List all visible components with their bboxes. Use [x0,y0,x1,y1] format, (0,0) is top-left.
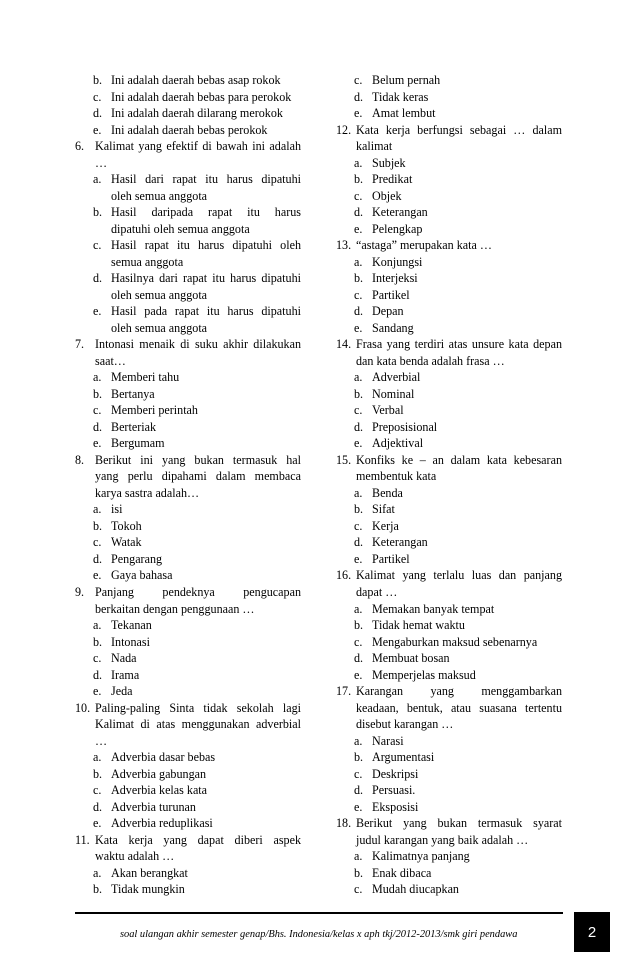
option-letter: b. [354,271,364,286]
option-line: Hasil rapat itu harus dipatuhi oleh [111,238,301,253]
option-text [111,237,301,270]
option-text: Argumentasi [372,750,435,765]
option-text [111,303,301,336]
answer-option[interactable] [75,617,301,634]
option-text: Tidak hemat waktu [372,618,465,633]
option-text: Jeda [111,684,133,699]
option-text: Adverbia turunan [111,799,196,814]
answer-option[interactable] [75,551,301,568]
question [75,452,301,502]
option-letter: e. [354,106,363,121]
option-text: Memakan banyak tempat [372,601,495,616]
option-letter: c. [354,882,363,897]
option-text: Objek [372,188,402,203]
option-text: Konjungsi [372,254,423,269]
question [336,237,562,254]
option-text: Enak dibaca [372,865,432,880]
option-text: Nominal [372,386,415,401]
option-text: Pelengkap [372,221,423,236]
option-text: isi [111,502,123,517]
option-text: Subjek [372,155,406,170]
question [336,683,562,733]
answer-option[interactable] [75,749,301,766]
answer-option[interactable] [336,733,562,750]
option-text: Akan berangkat [111,865,188,880]
option-letter: b. [93,882,103,897]
question-line: Berikut ini yang bukan termasuk hal [95,452,301,467]
answer-option[interactable] [336,221,562,238]
option-letter: d. [354,205,364,220]
question-line: yang perlu dipahami dalam membaca [95,469,301,484]
option-letter: b. [93,766,103,781]
question-line: disebut karangan … [356,717,454,732]
option-letter: c. [93,651,102,666]
option-text: Ini adalah daerah bebas perokok [111,122,268,137]
page-number: 2 [574,912,610,952]
question-line: kalimat [356,139,393,154]
option-text: Ini adalah daerah bebas para perokok [111,89,292,104]
option-text: Tidak mungkin [111,882,185,897]
option-letter: d. [354,304,364,319]
option-text [111,204,301,237]
answer-option[interactable] [336,155,562,172]
answer-option[interactable] [75,369,301,386]
option-line: Hasil daripada rapat itu harus [111,205,301,220]
question-number: 18. [336,816,352,831]
option-letter: c. [93,238,102,253]
answer-option[interactable] [75,634,301,651]
option-text: Amat lembut [372,106,436,121]
question-text [95,138,301,171]
question-line: judul karangan yang baik adalah … [356,832,529,847]
option-line: dipatuhi oleh semua anggota [111,221,250,236]
option-letter: e. [354,799,363,814]
question-line: … [95,733,108,748]
option-letter: d. [354,419,364,434]
option-letter: d. [93,271,103,286]
answer-option[interactable] [336,650,562,667]
option-text: Bergumam [111,436,165,451]
footer-text: soal ulangan akhir semester genap/Bhs. Indonesia/kelas x aph tkj/2012-2013/smk giri pendawa [120,929,518,940]
question-text [356,683,562,733]
question-text [356,567,562,600]
question-line: Konfiks ke – an dalam kata kebesaran [356,452,562,467]
option-text: Tidak keras [372,89,429,104]
option-letter: a. [354,849,363,864]
option-letter: a. [354,155,363,170]
question-line: karya sastra adalah… [95,485,200,500]
option-text: Ini adalah daerah dilarang merokok [111,106,283,121]
option-letter: e. [93,122,102,137]
option-line: Hasil pada rapat itu harus dipatuhi [111,304,301,319]
answer-option[interactable] [75,171,301,204]
option-letter: a. [93,750,102,765]
option-letter: a. [93,172,102,187]
answer-option[interactable] [75,650,301,667]
option-line: semua anggota [111,254,184,269]
answer-option[interactable] [336,551,562,568]
question [75,336,301,369]
question-line: Kalimat yang efektif di bawah ini adalah [95,139,301,154]
question-number: 13. [336,238,352,253]
option-text: Deskripsi [372,766,419,781]
question-line: berkaitan dengan penggunaan … [95,601,255,616]
answer-option[interactable] [336,601,562,618]
option-letter: d. [93,667,103,682]
answer-option[interactable] [336,402,562,419]
question-number: 14. [336,337,352,352]
answer-option[interactable] [336,766,562,783]
answer-option[interactable] [75,667,301,684]
answer-option[interactable] [75,435,301,452]
question-text [356,815,562,848]
option-line: oleh semua anggota [111,188,208,203]
answer-option[interactable] [336,518,562,535]
option-text: Predikat [372,172,413,187]
answer-option[interactable] [336,501,562,518]
option-text: Irama [111,667,140,682]
option-letter: d. [354,783,364,798]
question [336,452,562,485]
question-line: “astaga” merupakan kata … [356,238,492,253]
question [336,122,562,155]
option-text: Sandang [372,320,414,335]
option-text: Partikel [372,551,410,566]
option-letter: c. [354,766,363,781]
answer-option[interactable] [336,171,562,188]
option-letter: c. [354,518,363,533]
question [336,336,562,369]
question-line: keadaan, bentuk, atau suasana tertentu [356,700,562,715]
answer-option[interactable] [75,237,301,270]
option-text: Kalimatnya panjang [372,849,470,864]
option-letter: c. [93,535,102,550]
answer-option[interactable] [336,617,562,634]
left-column [75,72,301,898]
option-letter: e. [354,221,363,236]
question-line: Frasa yang terdiri atas unsure kata depan [356,337,562,352]
option-text: Berteriak [111,419,156,434]
option-letter: e. [354,551,363,566]
question-text [95,832,301,865]
answer-option[interactable] [336,89,562,106]
option-text: Intonasi [111,634,150,649]
option-text: Memperjelas maksud [372,667,476,682]
question-line: Kalimat di atas menggunakan adverbial [95,717,301,732]
option-text: Gaya bahasa [111,568,173,583]
option-text [111,270,301,303]
question-text [95,584,301,617]
question-text [95,700,301,750]
option-letter: a. [354,601,363,616]
option-text: Adjektival [372,436,424,451]
answer-option[interactable] [75,72,301,89]
question-line: Kata kerja yang dapat diberi aspek [95,832,301,847]
answer-option[interactable] [336,749,562,766]
answer-option[interactable] [75,204,301,237]
answer-option[interactable] [75,518,301,535]
question-line: saat… [95,353,126,368]
question-number: 9. [75,584,85,599]
option-text [111,171,301,204]
option-text: Kerja [372,518,399,533]
question-number: 16. [336,568,352,583]
option-letter: b. [354,386,364,401]
option-text: Narasi [372,733,404,748]
option-text: Preposisional [372,419,438,434]
answer-option[interactable] [75,303,301,336]
option-letter: d. [93,106,103,121]
answer-option[interactable] [75,683,301,700]
option-text: Watak [111,535,142,550]
option-letter: a. [354,254,363,269]
option-letter: c. [93,89,102,104]
question [75,832,301,865]
answer-option[interactable] [75,782,301,799]
question-line: Kata kerja berfungsi sebagai … dalam [356,122,562,137]
question-text [356,452,562,485]
answer-option[interactable] [336,419,562,436]
option-letter: d. [354,535,364,550]
question-number: 6. [75,139,85,154]
answer-option[interactable] [75,419,301,436]
answer-option[interactable] [75,386,301,403]
answer-option[interactable] [336,435,562,452]
option-letter: e. [354,667,363,682]
option-letter: c. [93,403,102,418]
question-text [356,237,562,254]
option-letter: c. [354,287,363,302]
answer-option[interactable] [75,799,301,816]
answer-option[interactable] [336,534,562,551]
option-letter: a. [93,502,102,517]
answer-option[interactable] [75,567,301,584]
answer-option[interactable] [336,270,562,287]
option-letter: e. [93,816,102,831]
option-letter: b. [93,386,103,401]
question-number: 17. [336,684,352,699]
question-line: Panjang pendeknya pengucapan [95,584,301,599]
option-letter: a. [354,370,363,385]
option-text: Membuat bosan [372,651,450,666]
option-letter: b. [354,618,364,633]
option-text: Partikel [372,287,410,302]
option-text: Belum pernah [372,73,441,87]
option-letter: d. [93,551,103,566]
option-text: Mudah diucapkan [372,882,459,897]
question-line: membentuk kata [356,469,437,484]
answer-option[interactable] [336,204,562,221]
answer-option[interactable] [336,303,562,320]
answer-option[interactable] [75,501,301,518]
option-letter: b. [93,205,103,220]
answer-option[interactable] [336,254,562,271]
question [75,700,301,750]
question-line: Kalimat yang terlalu luas dan panjang [356,568,562,583]
question-text [356,336,562,369]
option-letter: a. [93,865,102,880]
question-number: 15. [336,452,352,467]
option-letter: e. [93,684,102,699]
question-text [95,336,301,369]
right-column [336,72,562,898]
answer-option[interactable] [75,766,301,783]
option-text: Adverbia gabungan [111,766,207,781]
answer-option[interactable] [75,122,301,139]
option-text: Keterangan [372,205,428,220]
answer-option[interactable] [336,667,562,684]
question-number: 8. [75,452,85,467]
answer-option[interactable] [336,634,562,651]
option-text: Interjeksi [372,271,418,286]
question-text [95,452,301,502]
option-text: Adverbial [372,370,421,385]
option-text: Adverbia dasar bebas [111,750,216,765]
option-letter: a. [93,618,102,633]
option-letter: b. [354,502,364,517]
question-line: Paling-paling Sinta tidak sekolah lagi [95,700,301,715]
option-letter: d. [93,799,103,814]
option-letter: b. [93,634,103,649]
option-line: Hasil dari rapat itu harus dipatuhi [111,172,301,187]
question-line: … [95,155,108,170]
option-letter: a. [354,485,363,500]
option-letter: e. [93,436,102,451]
question [336,815,562,848]
option-text: Verbal [372,403,404,418]
option-letter: c. [93,783,102,798]
option-text: Memberi tahu [111,370,180,385]
option-letter: b. [93,518,103,533]
question [75,138,301,171]
answer-option[interactable] [336,865,562,882]
option-text: Eksposisi [372,799,419,814]
answer-option[interactable] [336,799,562,816]
option-text: Nada [111,651,137,666]
question-line: Karangan yang menggambarkan [356,684,562,699]
question-line: waktu adalah … [95,849,175,864]
option-letter: d. [354,89,364,104]
question [336,567,562,600]
option-letter: b. [354,865,364,880]
option-letter: b. [93,73,103,87]
option-text: Mengaburkan maksud sebenarnya [372,634,538,649]
answer-option[interactable] [75,534,301,551]
option-line: oleh semua anggota [111,320,208,335]
answer-option[interactable] [336,320,562,337]
option-letter: c. [354,634,363,649]
footer-rule [75,912,563,914]
question-line: dan kata benda adalah frasa … [356,353,505,368]
option-letter: d. [93,419,103,434]
option-letter: a. [354,733,363,748]
option-line: oleh semua anggota [111,287,208,302]
option-letter: b. [354,750,364,765]
answer-option[interactable] [75,865,301,882]
option-text: Tekanan [111,618,152,633]
option-text: Pengarang [111,551,163,566]
question-number: 11. [75,832,90,847]
answer-option[interactable] [75,270,301,303]
option-text: Benda [372,485,403,500]
question-line: Intonasi menaik di suku akhir dilakukan [95,337,301,352]
option-line: Hasilnya dari rapat itu harus dipatuhi [111,271,301,286]
option-text: Ini adalah daerah bebas asap rokok [111,73,281,87]
answer-option[interactable] [336,782,562,799]
option-text: Keterangan [372,535,428,550]
answer-option[interactable] [336,369,562,386]
answer-option[interactable] [336,287,562,304]
question-text [356,122,562,155]
option-text: Memberi perintah [111,403,198,418]
question [75,584,301,617]
answer-option[interactable] [336,105,562,122]
option-text: Depan [372,304,404,319]
answer-option[interactable] [336,188,562,205]
answer-option[interactable] [336,848,562,865]
option-letter: e. [354,436,363,451]
answer-option[interactable] [336,485,562,502]
option-letter: b. [354,172,364,187]
answer-option[interactable] [75,105,301,122]
answer-option[interactable] [75,881,301,898]
option-text: Adverbia reduplikasi [111,816,213,831]
answer-option[interactable] [75,89,301,106]
question-number: 10. [75,700,91,715]
answer-option[interactable] [336,881,562,898]
option-letter: e. [93,304,102,319]
option-letter: a. [93,370,102,385]
question-line: Berikut yang bukan termasuk syarat [356,816,562,831]
option-letter: c. [354,403,363,418]
answer-option[interactable] [336,72,562,89]
question-number: 7. [75,337,85,352]
answer-option[interactable] [336,386,562,403]
option-letter: d. [354,651,364,666]
option-letter: e. [93,568,102,583]
question-line: dapat … [356,584,398,599]
question-number: 12. [336,122,352,137]
option-text: Sifat [372,502,395,517]
option-letter: c. [354,188,363,203]
option-text: Tokoh [111,518,142,533]
option-letter: c. [354,73,363,87]
option-text: Adverbia kelas kata [111,783,208,798]
option-text: Persuasi. [372,783,416,798]
option-letter: e. [354,320,363,335]
answer-option[interactable] [75,402,301,419]
answer-option[interactable] [75,815,301,832]
option-text: Bertanya [111,386,155,401]
